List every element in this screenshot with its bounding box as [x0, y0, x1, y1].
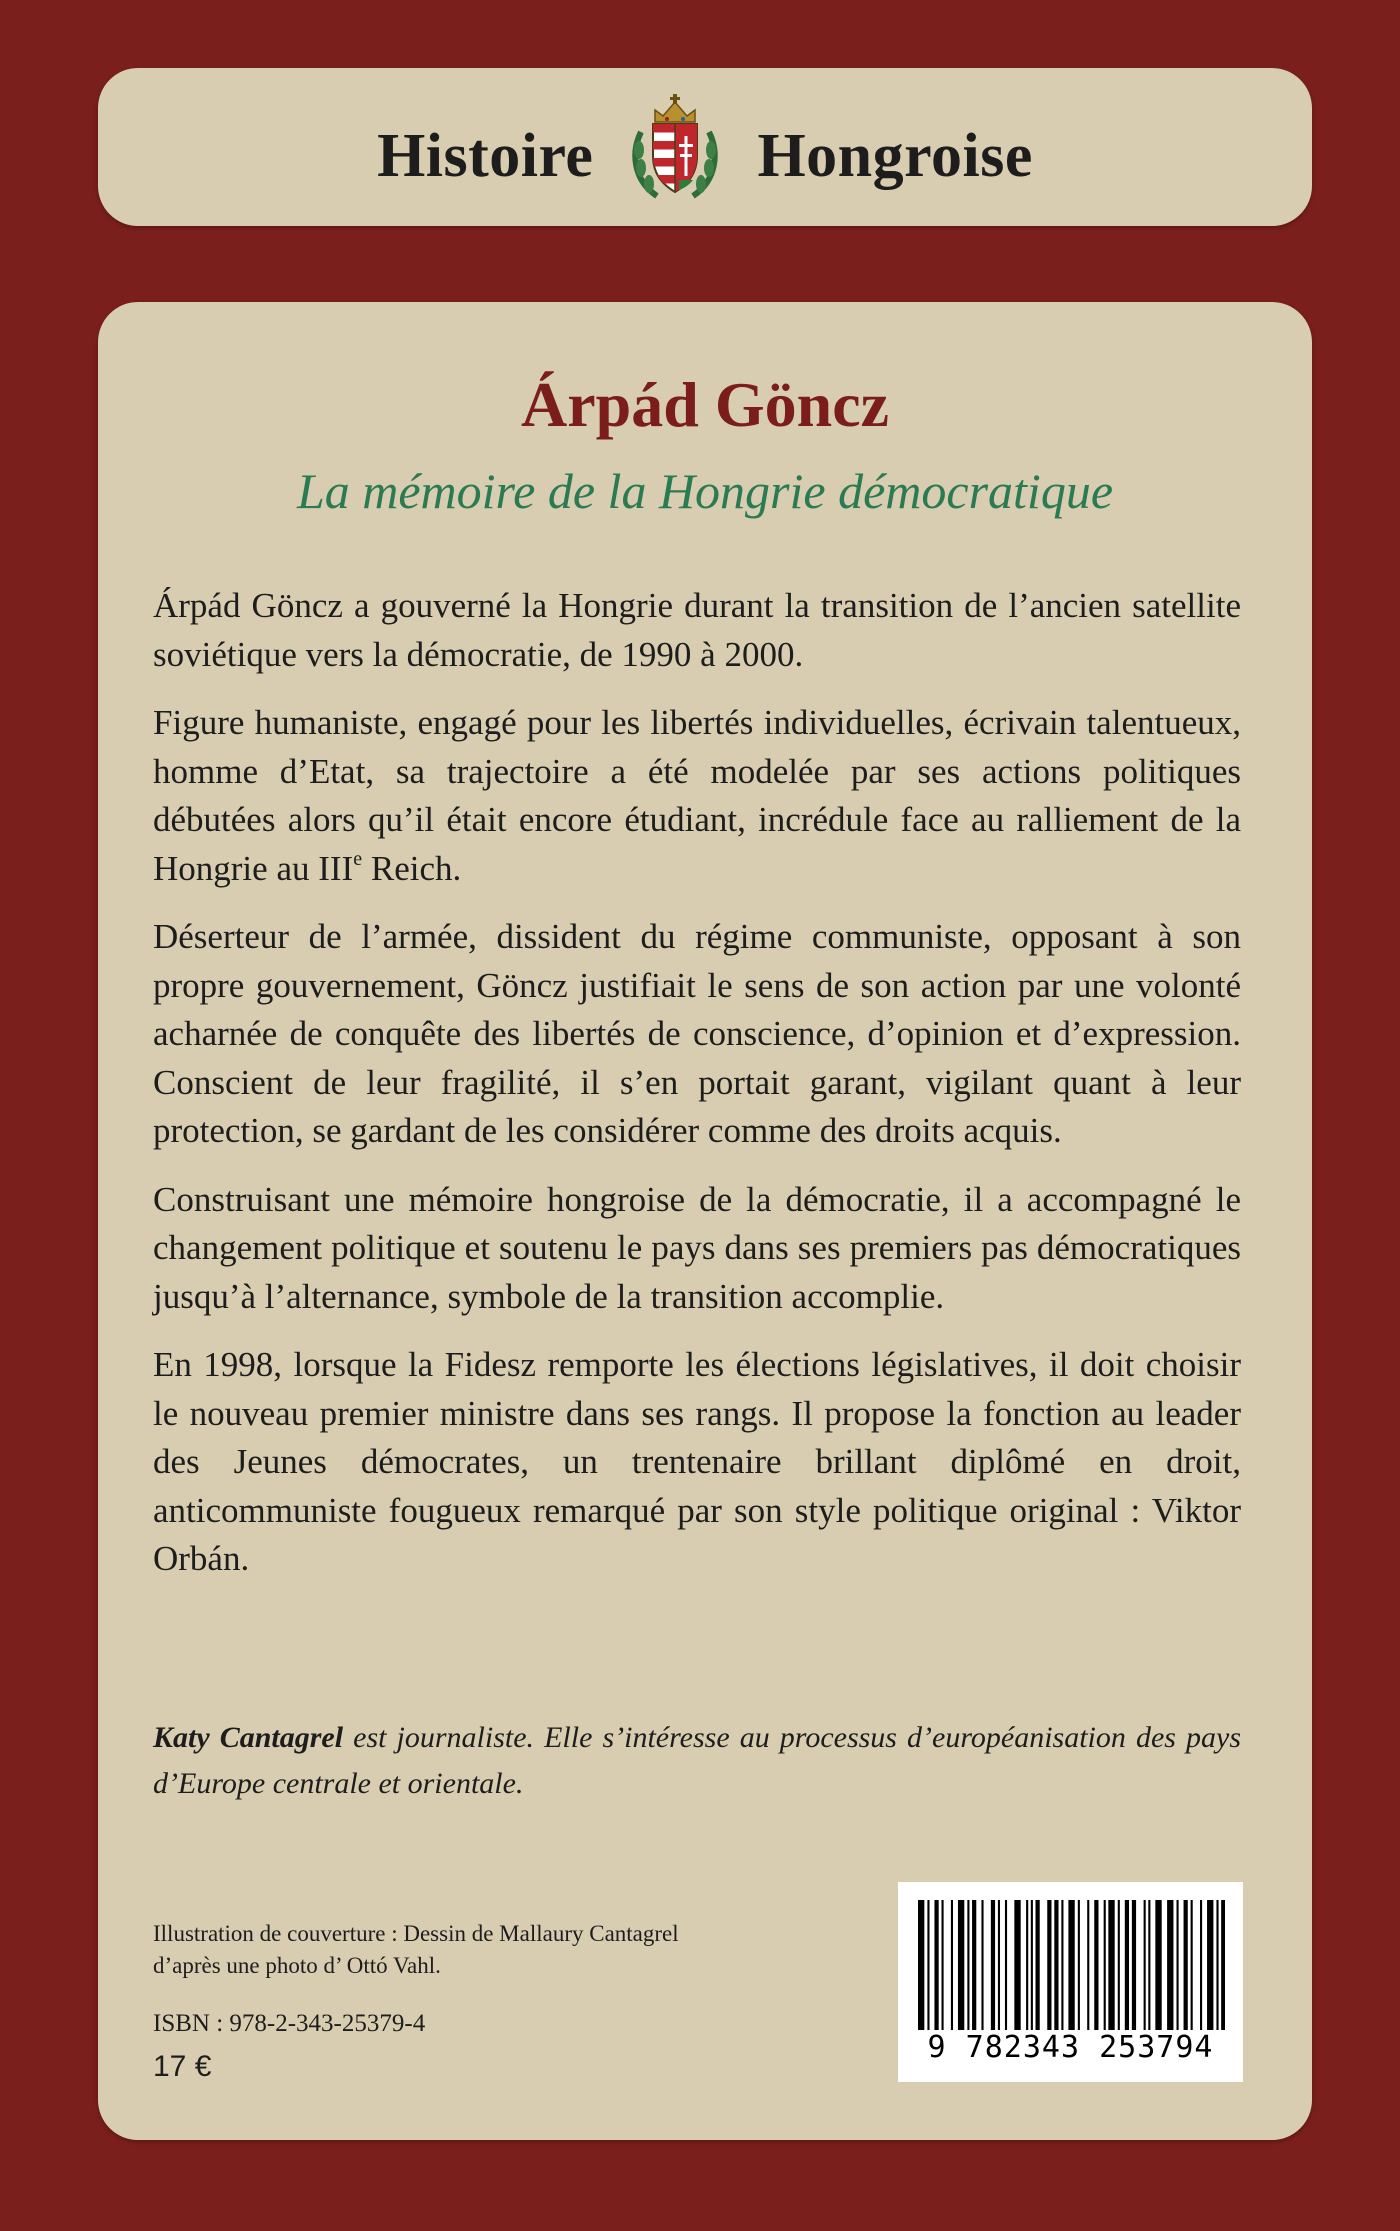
author-bio-text: est journaliste. Elle s’intéresse au processus d’européanisation des pays d’Europe centrale et orientale.	[153, 1721, 1241, 1800]
book-description	[153, 582, 1241, 1604]
barcode	[898, 1882, 1243, 2082]
series-title	[98, 110, 1312, 202]
cover-credits	[153, 1918, 679, 1982]
author-name: Katy Cantagrel	[153, 1721, 344, 1754]
author-bio	[153, 1715, 1241, 1807]
book-title: Árpád Göncz	[521, 369, 889, 440]
price: 17 €	[153, 2050, 212, 2083]
superscript-e: e	[353, 847, 363, 870]
description-paragraph-2-text: Figure humaniste, engagé pour les libertés individuelles, écrivain talentueux, homme d’Etat, sa trajectoire a été modelée par ses actions politiques débutées alors qu’il était encore étudiant, incrédule face au ralliement de la Hongrie au III	[153, 703, 1241, 888]
book-subtitle: La mémoire de la Hongrie démocratique	[296, 463, 1114, 519]
description-paragraph-3: Déserteur de l’armée, dissident du régime communiste, opposant à son propre gouvernement, Göncz justifiait le sens de son action par une volonté acharnée de conquête des libertés de conscience, d’opinion et d’expression. Conscient de leur fragilité, il s’en portait garant, vigilant quant à leur protection, se gardant de les considérer comme des droits acquis.	[153, 917, 1241, 1150]
series-title-left: Histoire	[377, 121, 594, 190]
isbn: ISBN : 978-2-343-25379-4	[153, 2010, 426, 2037]
back-cover-panel	[98, 302, 1312, 2140]
series-title-right: Hongroise	[757, 121, 1033, 190]
description-paragraph-2-end: Reich.	[362, 848, 462, 888]
description-paragraph-4: Construisant une mémoire hongroise de la démocratie, il a accompagné le changement politique et soutenu le pays dans ses premiers pas démocratiques jusqu’à l’alternance, symbole de la transition accomplie.	[153, 1179, 1241, 1316]
description-paragraph-1: Árpád Göncz a gouverné la Hongrie durant la transition de l’ancien satellite soviétique vers la démocratie, de 1990 à 2000.	[153, 586, 1241, 674]
description-paragraph-2	[153, 699, 1241, 893]
series-banner	[98, 68, 1312, 226]
credits-line-1: Illustration de couverture : Dessin de Mallaury Cantagrel	[153, 1921, 679, 1946]
barcode-bars-icon	[916, 1900, 1227, 2030]
barcode-digits: 9 782343 253794	[927, 2030, 1214, 2065]
description-paragraph-5: En 1998, lorsque la Fidesz remporte les élections législatives, il doit choisir le nouveau premier ministre dans ses rangs. Il propose la fonction au leader des Jeunes démocrates, un trentenaire brillant diplômé en droit, anticommuniste fougueux remarqué par son style politique original : Viktor Orbán.	[153, 1345, 1241, 1578]
credits-line-2: d’après une photo d’ Ottó Vahl.	[153, 1953, 441, 1978]
hungarian-coat-of-arms-icon	[627, 92, 723, 202]
